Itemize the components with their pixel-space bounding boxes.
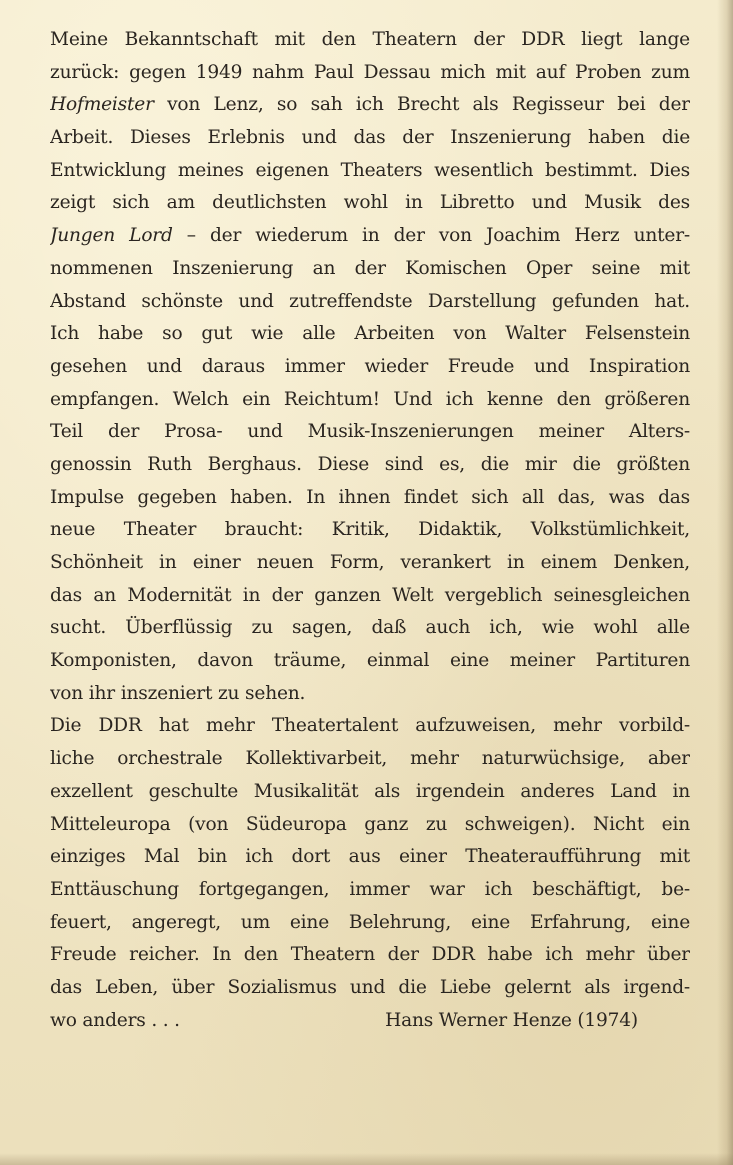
text-line: gesehen und daraus immer wieder Freude und Inspiration <box>50 355 690 377</box>
closing-row <box>50 1005 690 1038</box>
author-signature: Hans Werner Henze (1974) <box>385 1009 638 1031</box>
page-edge-shadow-bottom <box>0 1153 733 1165</box>
text-line: einziges Mal bin ich dort aus einer Theateraufführung mit <box>50 846 690 868</box>
text-line: zeigt sich am deutlichsten wohl in Libretto und Musik des <box>50 192 690 214</box>
text-line: empfangen. Welch ein Reichtum! Und ich kenne den größeren <box>50 388 690 410</box>
text-line: Teil der Prosa- und Musik-Inszenierungen meiner Alters- <box>50 421 690 443</box>
text-line: Impulse gegeben haben. In ihnen findet sich all das, was das <box>50 486 690 508</box>
text-line: Freude reicher. In den Theatern der DDR habe ich mehr über <box>50 944 690 966</box>
text-line: nommenen Inszenierung an der Komischen Oper seine mit <box>50 257 690 279</box>
text-line-rest: von Lenz, so sah ich Brecht als Regisseur bei der <box>153 94 690 116</box>
text-line-rest: – der wiederum in der von Joachim Herz unter- <box>172 225 690 247</box>
text-line: Mitteleuropa (von Südeuropa ganz zu schweigen). Nicht ein <box>50 813 690 835</box>
text-line: feuert, angeregt, um eine Belehrung, eine Erfahrung, eine <box>50 911 690 933</box>
text-line: sucht. Überflüssig zu sagen, daß auch ich, wie wohl alle <box>50 617 690 639</box>
closing-line: wo anders . . . <box>50 1009 180 1031</box>
work-title-hofmeister: Hofmeister <box>50 94 154 116</box>
text-line: das Leben, über Sozialismus und die Liebe gelernt als irgend- <box>50 976 690 998</box>
quote-text-block <box>50 24 690 1037</box>
text-line: genossin Ruth Berghaus. Diese sind es, die mir die größten <box>50 453 690 475</box>
work-title-junger-lord: Jungen Lord <box>50 225 173 247</box>
text-line: Enttäuschung fortgegangen, immer war ich beschäftigt, be- <box>50 878 690 900</box>
text-line <box>50 89 690 122</box>
text-line: Meine Bekanntschaft mit den Theatern der DDR liegt lange <box>50 29 690 50</box>
page-edge-shadow-right <box>717 0 733 1165</box>
text-line: Die DDR hat mehr Theatertalent aufzuweisen, mehr vorbild- <box>50 715 690 737</box>
text-line: Schönheit in einer neuen Form, verankert in einem Denken, <box>50 552 690 573</box>
text-line: exzellent geschulte Musikalität als irgendein anderes Land in <box>50 780 690 802</box>
text-line: das an Modernität in der ganzen Welt vergeblich seinesgleichen <box>50 584 690 606</box>
text-line: liche orchestrale Kollektivarbeit, mehr naturwüchsige, aber <box>50 748 690 770</box>
text-line: zurück: gegen 1949 nahm Paul Dessau mich mit auf Proben zum <box>50 61 690 83</box>
text-line: Komponisten, davon träume, einmal eine meiner Partituren <box>50 650 690 672</box>
text-line <box>50 220 690 253</box>
text-line: Entwicklung meines eigenen Theaters wesentlich bestimmt. Dies <box>50 159 690 181</box>
text-line: Ich habe so gut wie alle Arbeiten von Walter Felsenstein <box>50 323 690 345</box>
text-line: neue Theater braucht: Kritik, Didaktik, Volkstümlichkeit, <box>50 519 690 541</box>
text-line: Abstand schönste und zutreffendste Darstellung gefunden hat. <box>50 290 690 312</box>
paragraph-end-line: von ihr inszeniert zu sehen. <box>50 682 306 704</box>
text-line: Arbeit. Dieses Erlebnis und das der Inszenierung haben die <box>50 127 690 149</box>
